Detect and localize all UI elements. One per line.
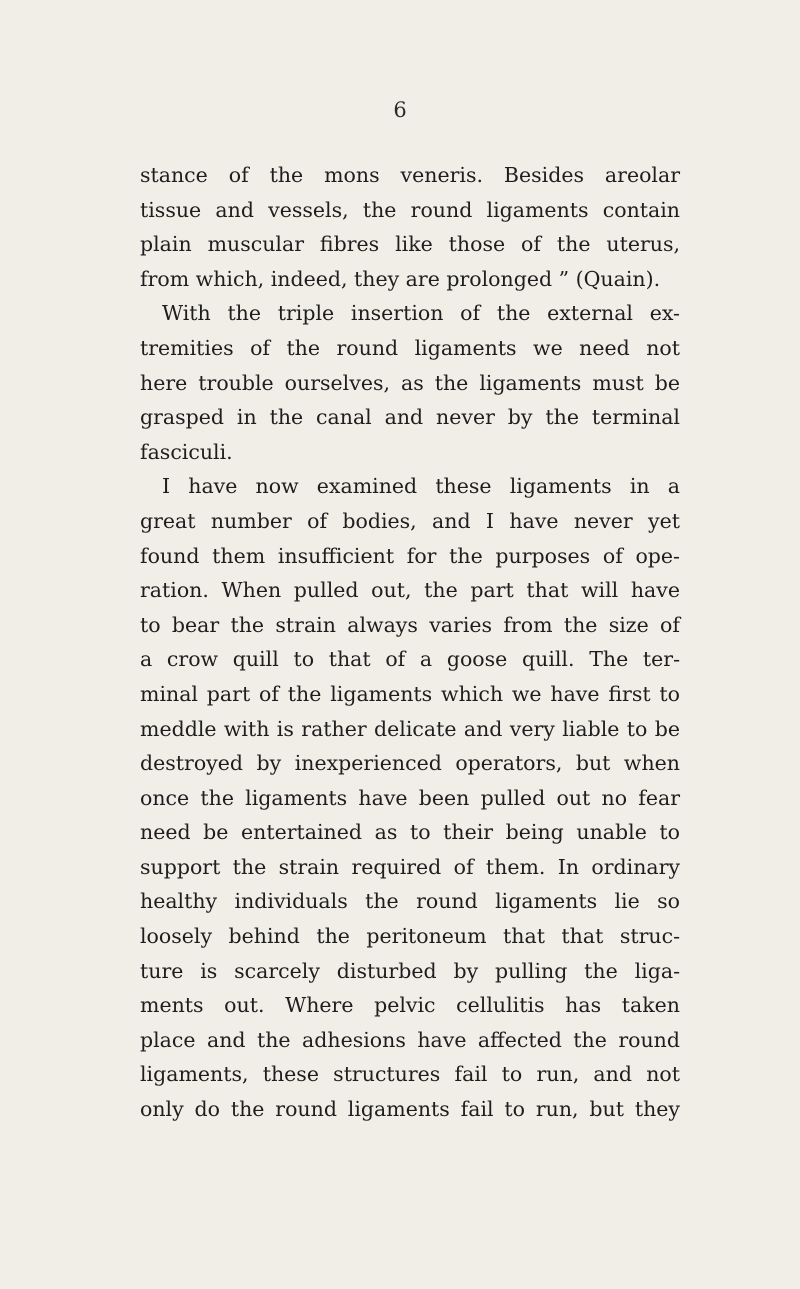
text-line: destroyed by inexperienced operators, but when <box>140 751 680 776</box>
text-line: tissue and vessels, the round ligaments contain <box>140 197 680 222</box>
text-line: ligaments, these structures fail to run, and not <box>140 1062 680 1087</box>
text-line: plain muscular fibres like those of the uterus, <box>140 232 680 257</box>
text-line: a crow quill to that of a goose quill. The ter- <box>140 647 680 672</box>
text-line: great number of bodies, and I have never yet <box>140 508 680 533</box>
text-line: meddle with is rather delicate and very liable to be <box>140 716 680 741</box>
text-line: found them insufficient for the purposes of ope- <box>140 543 680 568</box>
text-line: to bear the strain always varies from the size of <box>140 612 680 637</box>
text-line: ments out. Where pelvic cellulitis has taken <box>140 993 680 1018</box>
text-line: grasped in the canal and never by the terminal <box>140 405 680 430</box>
text-line: I have now examined these ligaments in a <box>162 474 680 499</box>
text-line: fasciculi. <box>140 439 233 464</box>
text-line: once the ligaments have been pulled out no fear <box>140 785 680 810</box>
text-line: need be entertained as to their being unable to <box>140 820 680 845</box>
text-line: healthy individuals the round ligaments lie so <box>140 889 680 914</box>
text-line: stance of the mons veneris. Besides areolar <box>140 163 680 187</box>
text-line: minal part of the ligaments which we have first to <box>140 681 680 706</box>
text-line: only do the round ligaments fail to run, but they <box>140 1097 680 1122</box>
text-line: place and the adhesions have affected the round <box>140 1027 680 1052</box>
body-text <box>140 158 680 1127</box>
text-line: loosely behind the peritoneum that that struc- <box>140 924 680 949</box>
text-line: With the triple insertion of the external ex- <box>162 301 680 326</box>
text-line: from which, indeed, they are prolonged ” (Quain). <box>140 266 661 291</box>
text-line: support the strain required of them. In ordinary <box>140 854 680 879</box>
text-line: ration. When pulled out, the part that will have <box>140 578 680 603</box>
text-line: tremities of the round ligaments we need not <box>140 335 680 360</box>
text-line: here trouble ourselves, as the ligaments must be <box>140 370 680 395</box>
text-line: ture is scarcely disturbed by pulling the liga- <box>140 958 680 983</box>
page-number: 6 <box>393 98 407 122</box>
